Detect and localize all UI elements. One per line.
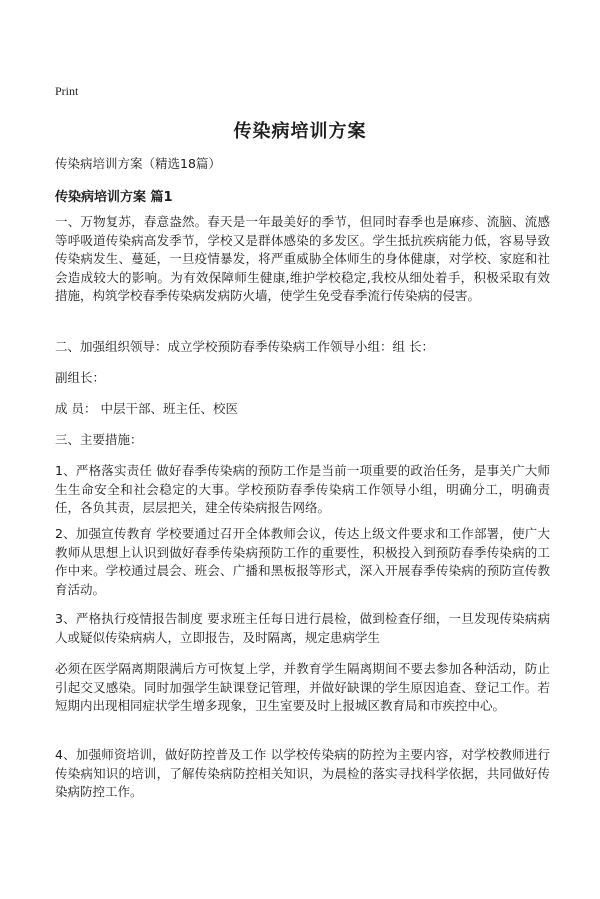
- paragraph-measure-3: 3、严格执行疫情报告制度 要求班主任每日进行晨检，做到检查仔细，一旦发现传染病病人或疑似传染病病人，立即报告，及时隔离，规定患病学生: [55, 611, 550, 645]
- paragraph-deputy-leader: 副组长：: [55, 370, 106, 385]
- paragraph-members: 成 员： 中层干部、班主任、校医: [55, 401, 238, 416]
- paragraph-measure-4: 4、加强师资培训，做好防控普及工作 以学校传染病的防控为主要内容，对学校教师进行传染病知识的培训，了解传染病防控相关知识，为晨检的落实寻找科学依据，共同做好传染病防控工作。: [55, 747, 550, 799]
- paragraph-measures-heading: 三、主要措施：: [55, 432, 143, 447]
- paragraph-organization: 二、加强组织领导：成立学校预防春季传染病工作领导小组：组 长：: [55, 339, 434, 354]
- paragraph-measure-3-continued: 必须在医学隔离期限满后方可恢复上学，并教育学生隔离期间不要去参加各种活动，防止引起交叉感染。同时加强学生缺课登记管理，并做好缺课的学生原因追查、登记工作。若短期内出现相同症状学生增多现象，卫生室要及时上报城区教育局和市疾控中心。: [55, 661, 550, 713]
- document-subtitle: 传染病培训方案（精选18篇）: [55, 156, 221, 171]
- paragraph-measure-2: 2、加强宣传教育 学校要通过召开全体教师会议，传达上级文件要求和工作部署，使广大教师从思想上认识到做好春季传染病预防工作的重要性，积极投入到预防春季传染病的工作中来。学校通过晨会、班会、广播和黑板报等形式，深入开展春季传染病的预防宣传教育活动。: [55, 526, 550, 597]
- paragraph-intro: 一、万物复苏，春意盎然。春天是一年最美好的季节，但同时春季也是麻疹、流脑、流感等呼吸道传染病高发季节，学校又是群体感染的多发区。学生抵抗疾病能力低，容易导致传染病发生、蔓延，一旦疫情暴发，将严重威胁全体师生的身体健康，对学校、家庭和社会造成较大的影响。为有效保障师生健康,维护学校稳定,我校从细处着手，积极采取有效措施，构筑学校春季传染病发病防火墙，使学生免受春季流行传染病的侵害。: [55, 214, 550, 303]
- paragraph-measure-1: 1、严格落实责任 做好春季传染病的预防工作是当前一项重要的政治任务，是事关广大师生生命安全和社会稳定的大事。学校预防春季传染病工作领导小组，明确分工，明确责任，各负其责，层层把关，建全传染病报告网络。: [55, 463, 550, 515]
- section-heading: 传染病培训方案 篇1: [55, 190, 173, 205]
- document-title: 传染病培训方案: [233, 121, 367, 142]
- print-label: Print: [55, 84, 79, 98]
